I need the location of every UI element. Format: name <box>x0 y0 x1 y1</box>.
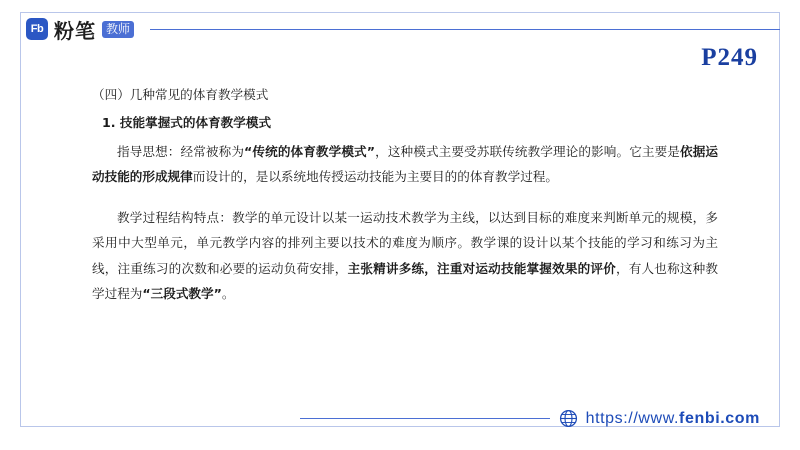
left-vertical-accent <box>20 29 21 427</box>
paragraph-spacer <box>92 189 718 205</box>
header-divider-line <box>150 29 780 30</box>
subsection-heading: 1. 技能掌握式的体育教学模式 <box>102 115 272 131</box>
paragraph-structure-features <box>92 205 718 306</box>
para1-bold-2: 依据运动技能的形成规律 <box>92 143 719 185</box>
page-number: P249 <box>701 44 758 71</box>
para1-mid-1: ，这种模式主要受苏联传统教学理论的影响。它主要是 <box>375 143 681 159</box>
para1-bold-1: “传统的体育教学模式” <box>244 143 376 159</box>
brand-name: 粉笔 <box>54 20 96 43</box>
globe-icon <box>559 409 578 428</box>
url-domain: fenbi.com <box>679 409 760 427</box>
footer-divider-line <box>300 418 550 419</box>
website-url[interactable] <box>586 410 760 428</box>
para2-lead: 教学过程结构特点：教学的单元设计以某一运动技术教学为主线，以达到目标的难度来判断单元的规模，多采用中大型单元，单元教学内容的排列主要以技术的难度为顺序。教学课的设计以某个技能的学习和练习为主线，注重练习的次数和必要的运动负荷安排， <box>92 210 718 276</box>
brand-header <box>26 14 142 44</box>
document-body <box>92 82 718 306</box>
fenbi-logo-icon: Fb <box>26 18 48 40</box>
para1-lead: 指导思想：经常被称为 <box>117 143 245 159</box>
para1-tail: 而设计的，是以系统地传授运动技能为主要目的的体育教学过程。 <box>192 169 558 185</box>
para2-mid-1: ，有人也称这种教学过程为 <box>92 260 719 301</box>
footer-website[interactable] <box>559 409 760 428</box>
brand-badge-teacher: 教师 <box>102 21 134 38</box>
url-prefix: https://www. <box>585 409 680 427</box>
para2-bold-1: 主张精讲多练，注重对运动技能掌握效果的评价 <box>347 260 616 276</box>
section-heading: （四）几种常见的体育教学模式 <box>92 87 269 102</box>
para2-bold-2: “三段式教学” <box>142 285 222 301</box>
paragraph-guiding-thought <box>92 139 718 189</box>
para2-tail: 。 <box>221 285 235 301</box>
